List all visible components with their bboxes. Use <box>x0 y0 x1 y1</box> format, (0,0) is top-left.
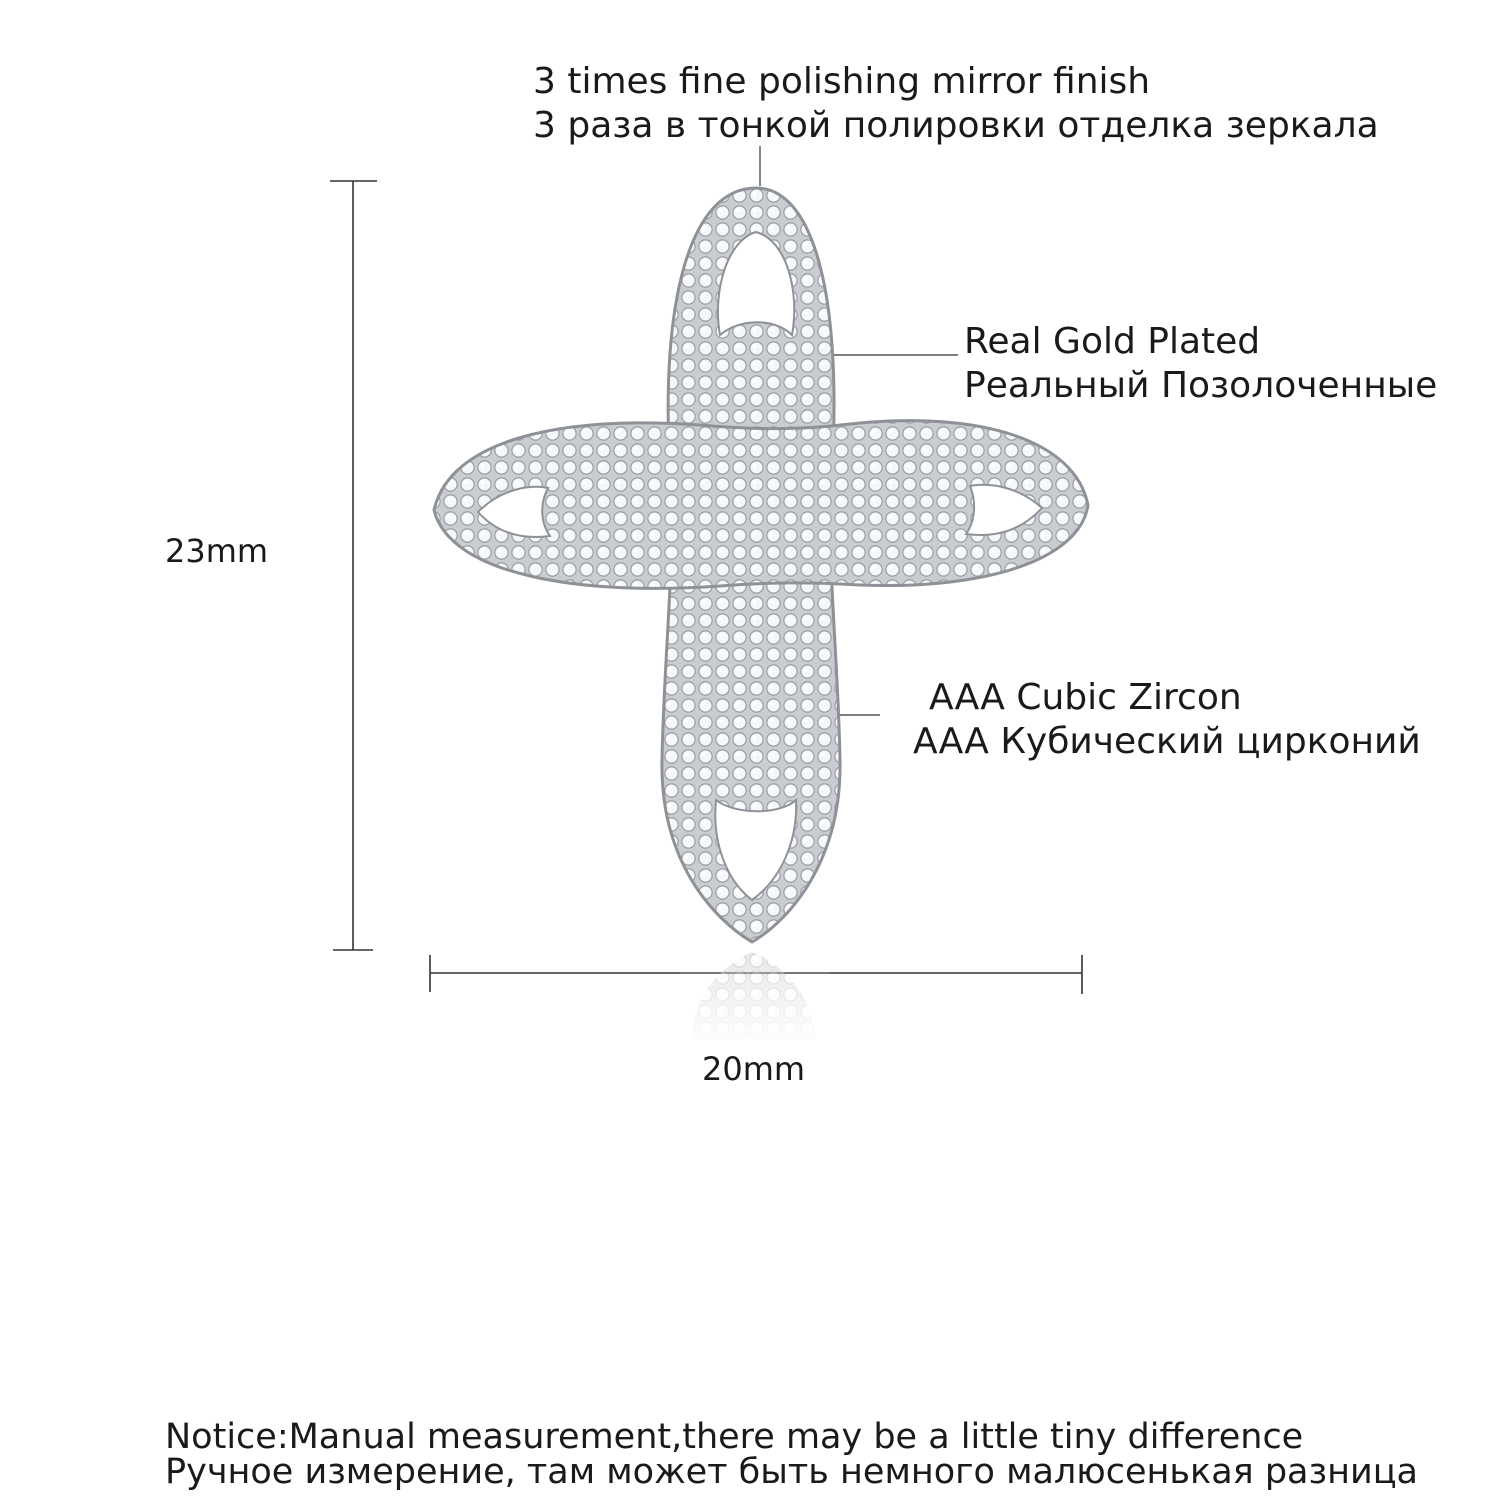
stones-callout-en: AAA Cubic Zircon <box>929 677 1242 718</box>
plating-callout-ru: Реальный Позолоченные <box>964 364 1438 406</box>
measurement-notice <box>165 1417 1418 1492</box>
polish-callout-ru: 3 раза в тонкой полировки отделка зеркала <box>533 104 1379 146</box>
cross-pendant <box>434 188 1088 942</box>
notice-en: Notice:Manual measurement,there may be a little tiny difference <box>165 1417 1304 1457</box>
polish-callout-en: 3 times fine polishing mirror finish <box>533 61 1151 102</box>
stones-callout <box>913 676 1421 764</box>
height-label: 23mm <box>165 532 269 570</box>
notice-ru: Ручное измерение, там может быть немного малюсенькая разница <box>165 1452 1418 1492</box>
plating-callout <box>964 320 1437 408</box>
height-dimension-line <box>330 181 377 950</box>
polish-callout <box>533 60 1379 148</box>
pendant-reflection <box>680 950 830 1045</box>
width-label: 20mm <box>702 1050 806 1088</box>
stones-callout-ru: AAA Кубический цирконий <box>913 720 1421 762</box>
plating-callout-en: Real Gold Plated <box>964 321 1261 362</box>
